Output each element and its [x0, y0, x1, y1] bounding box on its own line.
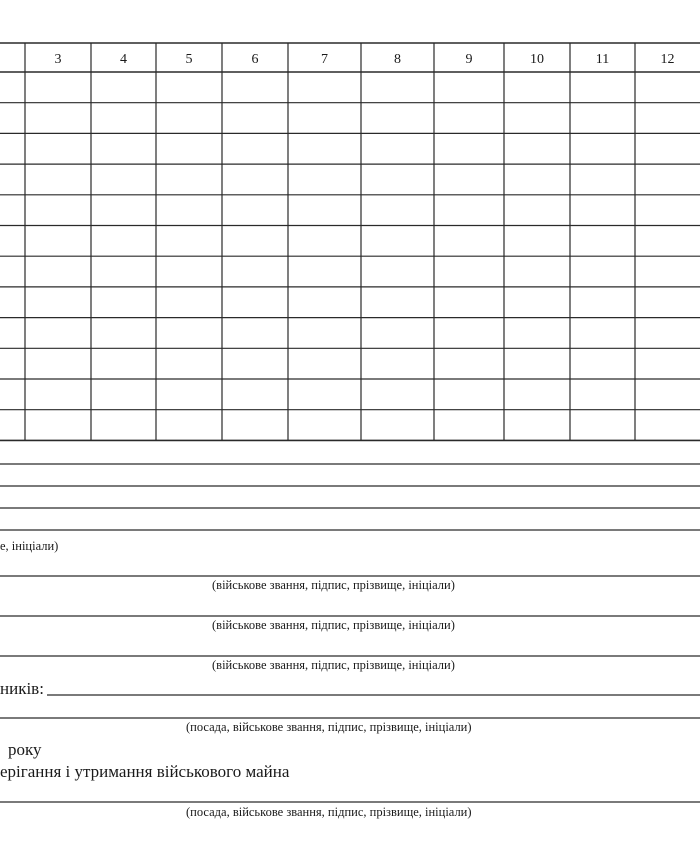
caption-signature-2: (військове звання, підпис, прізвище, ініціали) [212, 618, 455, 632]
caption-position-signature-2: (посада, військове звання, підпис, прізвище, ініціали) [186, 805, 472, 819]
storage-heading: ерігання і утримання військового майна [0, 762, 290, 781]
column-number-4: 4 [120, 52, 127, 67]
year-label: року [8, 740, 42, 759]
column-number-12: 12 [660, 52, 675, 67]
column-number-6: 6 [251, 52, 259, 67]
caption-signature-3: (військове звання, підпис, прізвище, ініціали) [212, 658, 455, 672]
column-number-7: 7 [321, 52, 328, 67]
commission-members-label: ників: [0, 679, 44, 698]
caption-initials-fragment: е, ініціали) [0, 539, 59, 553]
column-number-8: 8 [394, 52, 401, 67]
caption-position-signature-1: (посада, військове звання, підпис, прізвище, ініціали) [186, 720, 472, 734]
column-number-5: 5 [185, 52, 193, 67]
column-number-3: 3 [54, 52, 62, 67]
caption-signature-1: (військове звання, підпис, прізвище, ініціали) [212, 578, 455, 592]
column-number-11: 11 [595, 52, 610, 67]
column-number-10: 10 [530, 52, 544, 67]
column-number-9: 9 [465, 52, 473, 67]
